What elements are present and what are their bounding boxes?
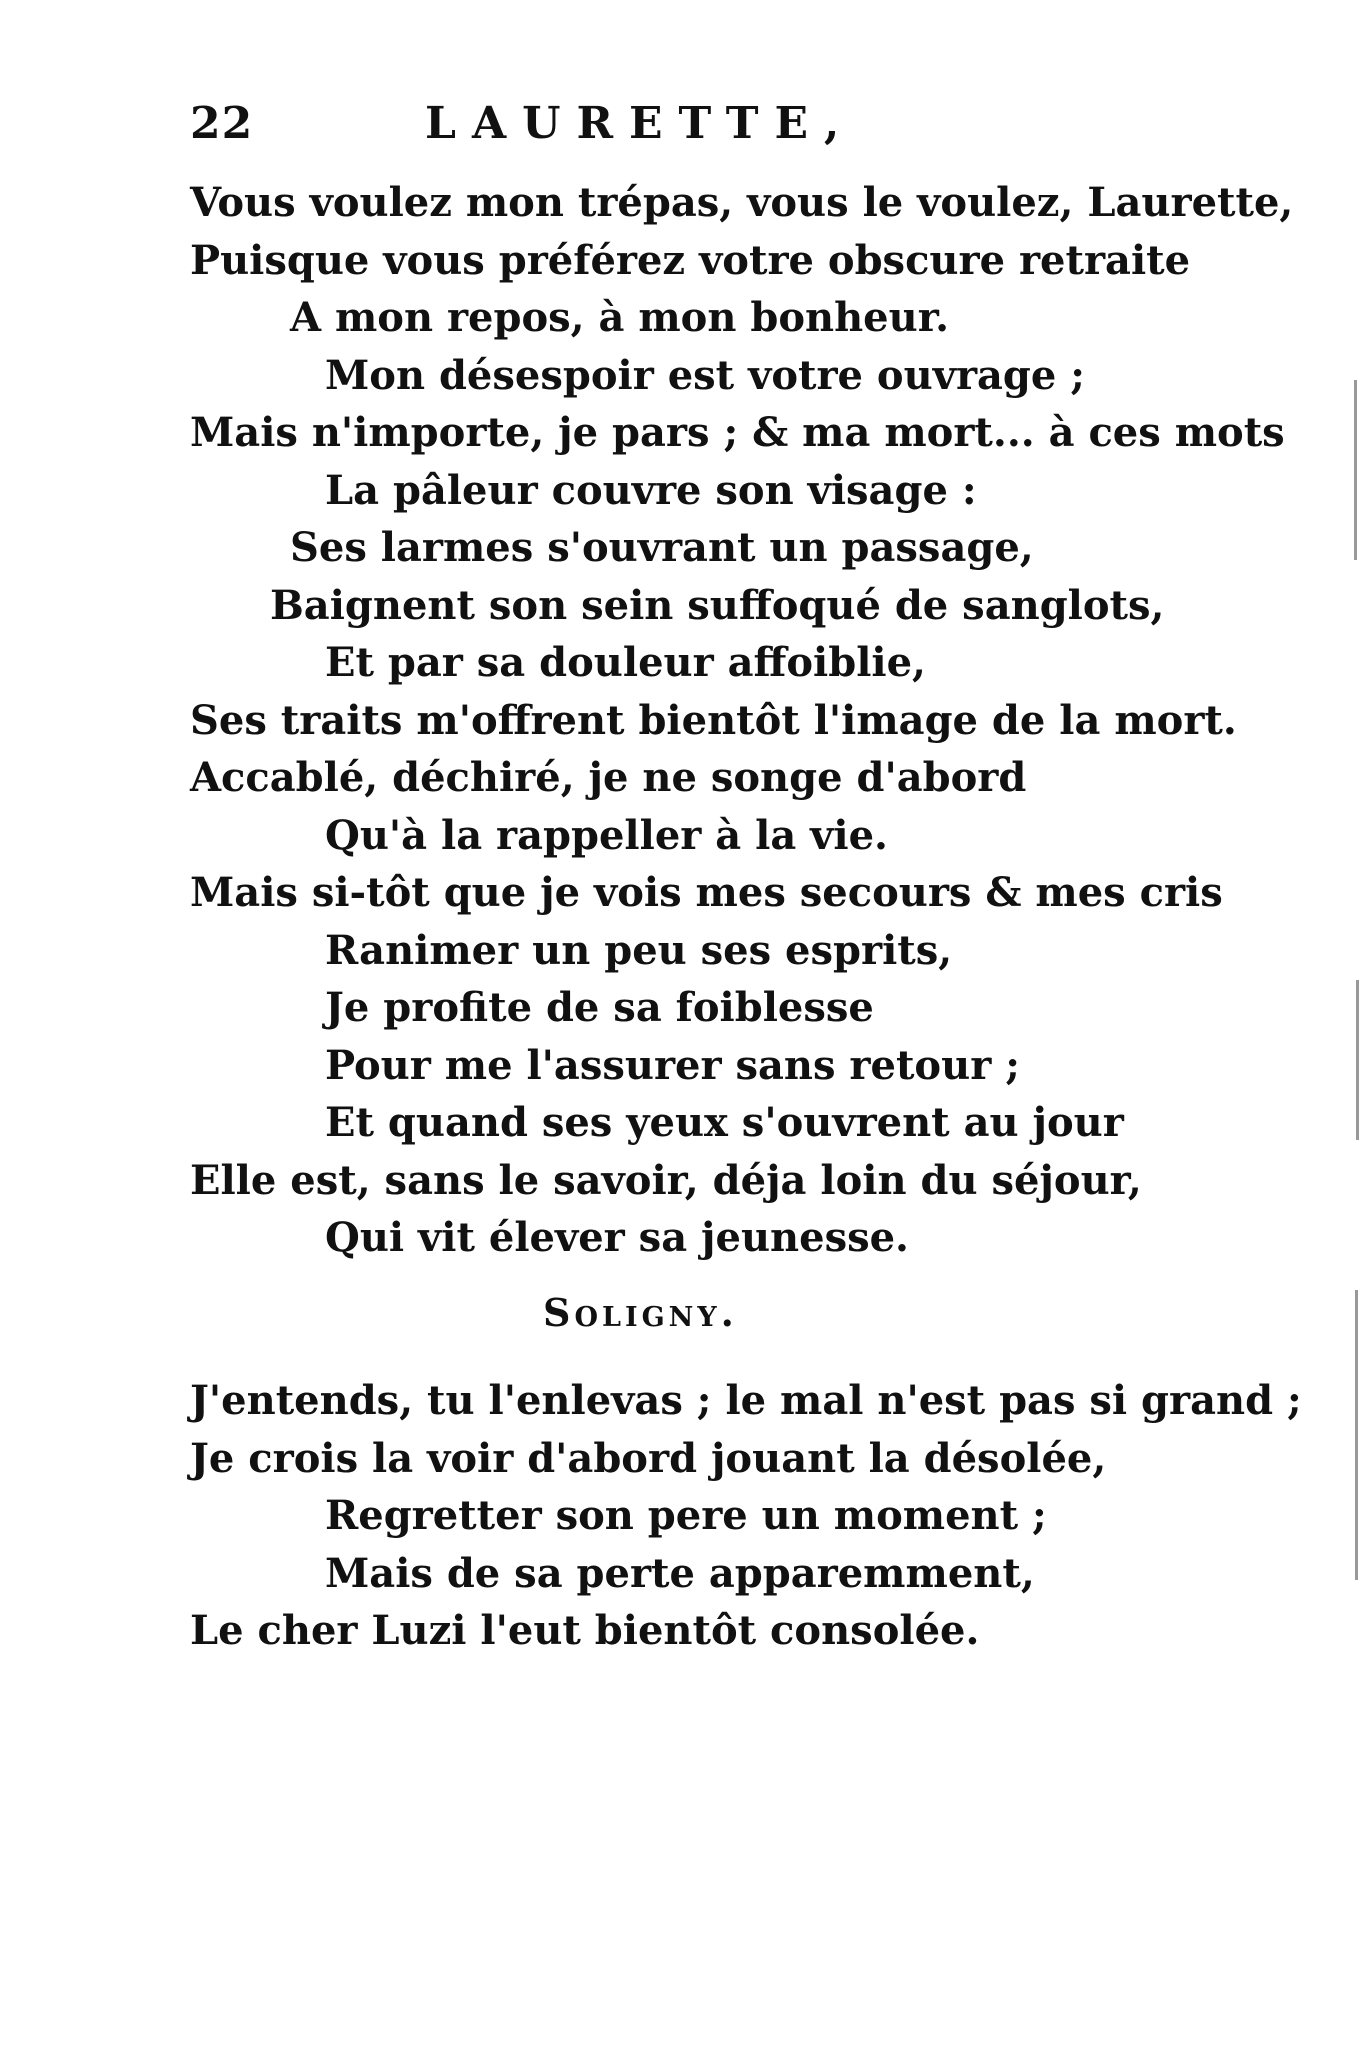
scan-speck [1356,980,1359,1140]
scan-edge-specks [1306,0,1366,2071]
verse-line: Ses traits m'offrent bientôt l'image de la mort. [190,696,1237,744]
verse-line: Regretter son pere un moment ; [325,1492,1047,1539]
verse-line: J'entends, tu l'enlevas ; le mal n'est pas si grand ; [190,1377,1302,1424]
verse-line: Ranimer un peu ses esprits, [325,926,953,974]
verse-line: La pâleur couvre son visage : [325,466,977,514]
verse-line: Je crois la voir d'abord jouant la désolée, [190,1434,1107,1482]
verse-line: Et quand ses yeux s'ouvrent au jour [325,1099,1124,1146]
verse-line: Baignent son sein suffoqué de sanglots, [270,581,1165,629]
verse-line: Le cher Luzi l'eut bientôt consolée. [190,1607,980,1654]
verse-line: Et par sa douleur affoiblie, [325,639,926,686]
verse-line: Mais de sa perte apparemment, [325,1549,1035,1597]
verse-line: Elle est, sans le savoir, déja loin du séjour, [190,1156,1142,1204]
verse-block-2 [190,1372,1302,1660]
verse-line: Mon désespoir est votre ouvrage ; [325,351,1086,399]
verse-line: Ses larmes s'ouvrant un passage, [290,524,1034,571]
verse-line: Qu'à la rappeller à la vie. [325,811,888,859]
verse-line: Pour me l'assurer sans retour ; [325,1041,1020,1089]
scan-speck [1355,1290,1358,1580]
verse-line: Vous voulez mon trépas, vous le voulez, Laurette, [190,179,1294,226]
verse-line: Puisque vous préférez votre obscure retraite [190,236,1191,284]
verse-line: A mon repos, à mon bonheur. [290,294,950,341]
page-number: 22 [190,98,254,149]
verse-line: Je profite de sa foiblesse [325,984,874,1031]
running-title: LAURETTE, [425,98,856,149]
verse-line: Mais si-tôt que je vois mes secours & mes cris [190,869,1223,916]
verse-block-1 [190,174,1294,1267]
verse-line: Accablé, déchiré, je ne songe d'abord [190,754,1027,801]
verse-line: Qui vit élever sa jeunesse. [325,1214,909,1261]
verse-line: Mais n'importe, je pars ; & ma mort... à ces mots [190,409,1285,456]
speaker-name: Soligny. [543,1290,738,1335]
page-header [190,98,1190,158]
scan-speck [1354,380,1357,560]
